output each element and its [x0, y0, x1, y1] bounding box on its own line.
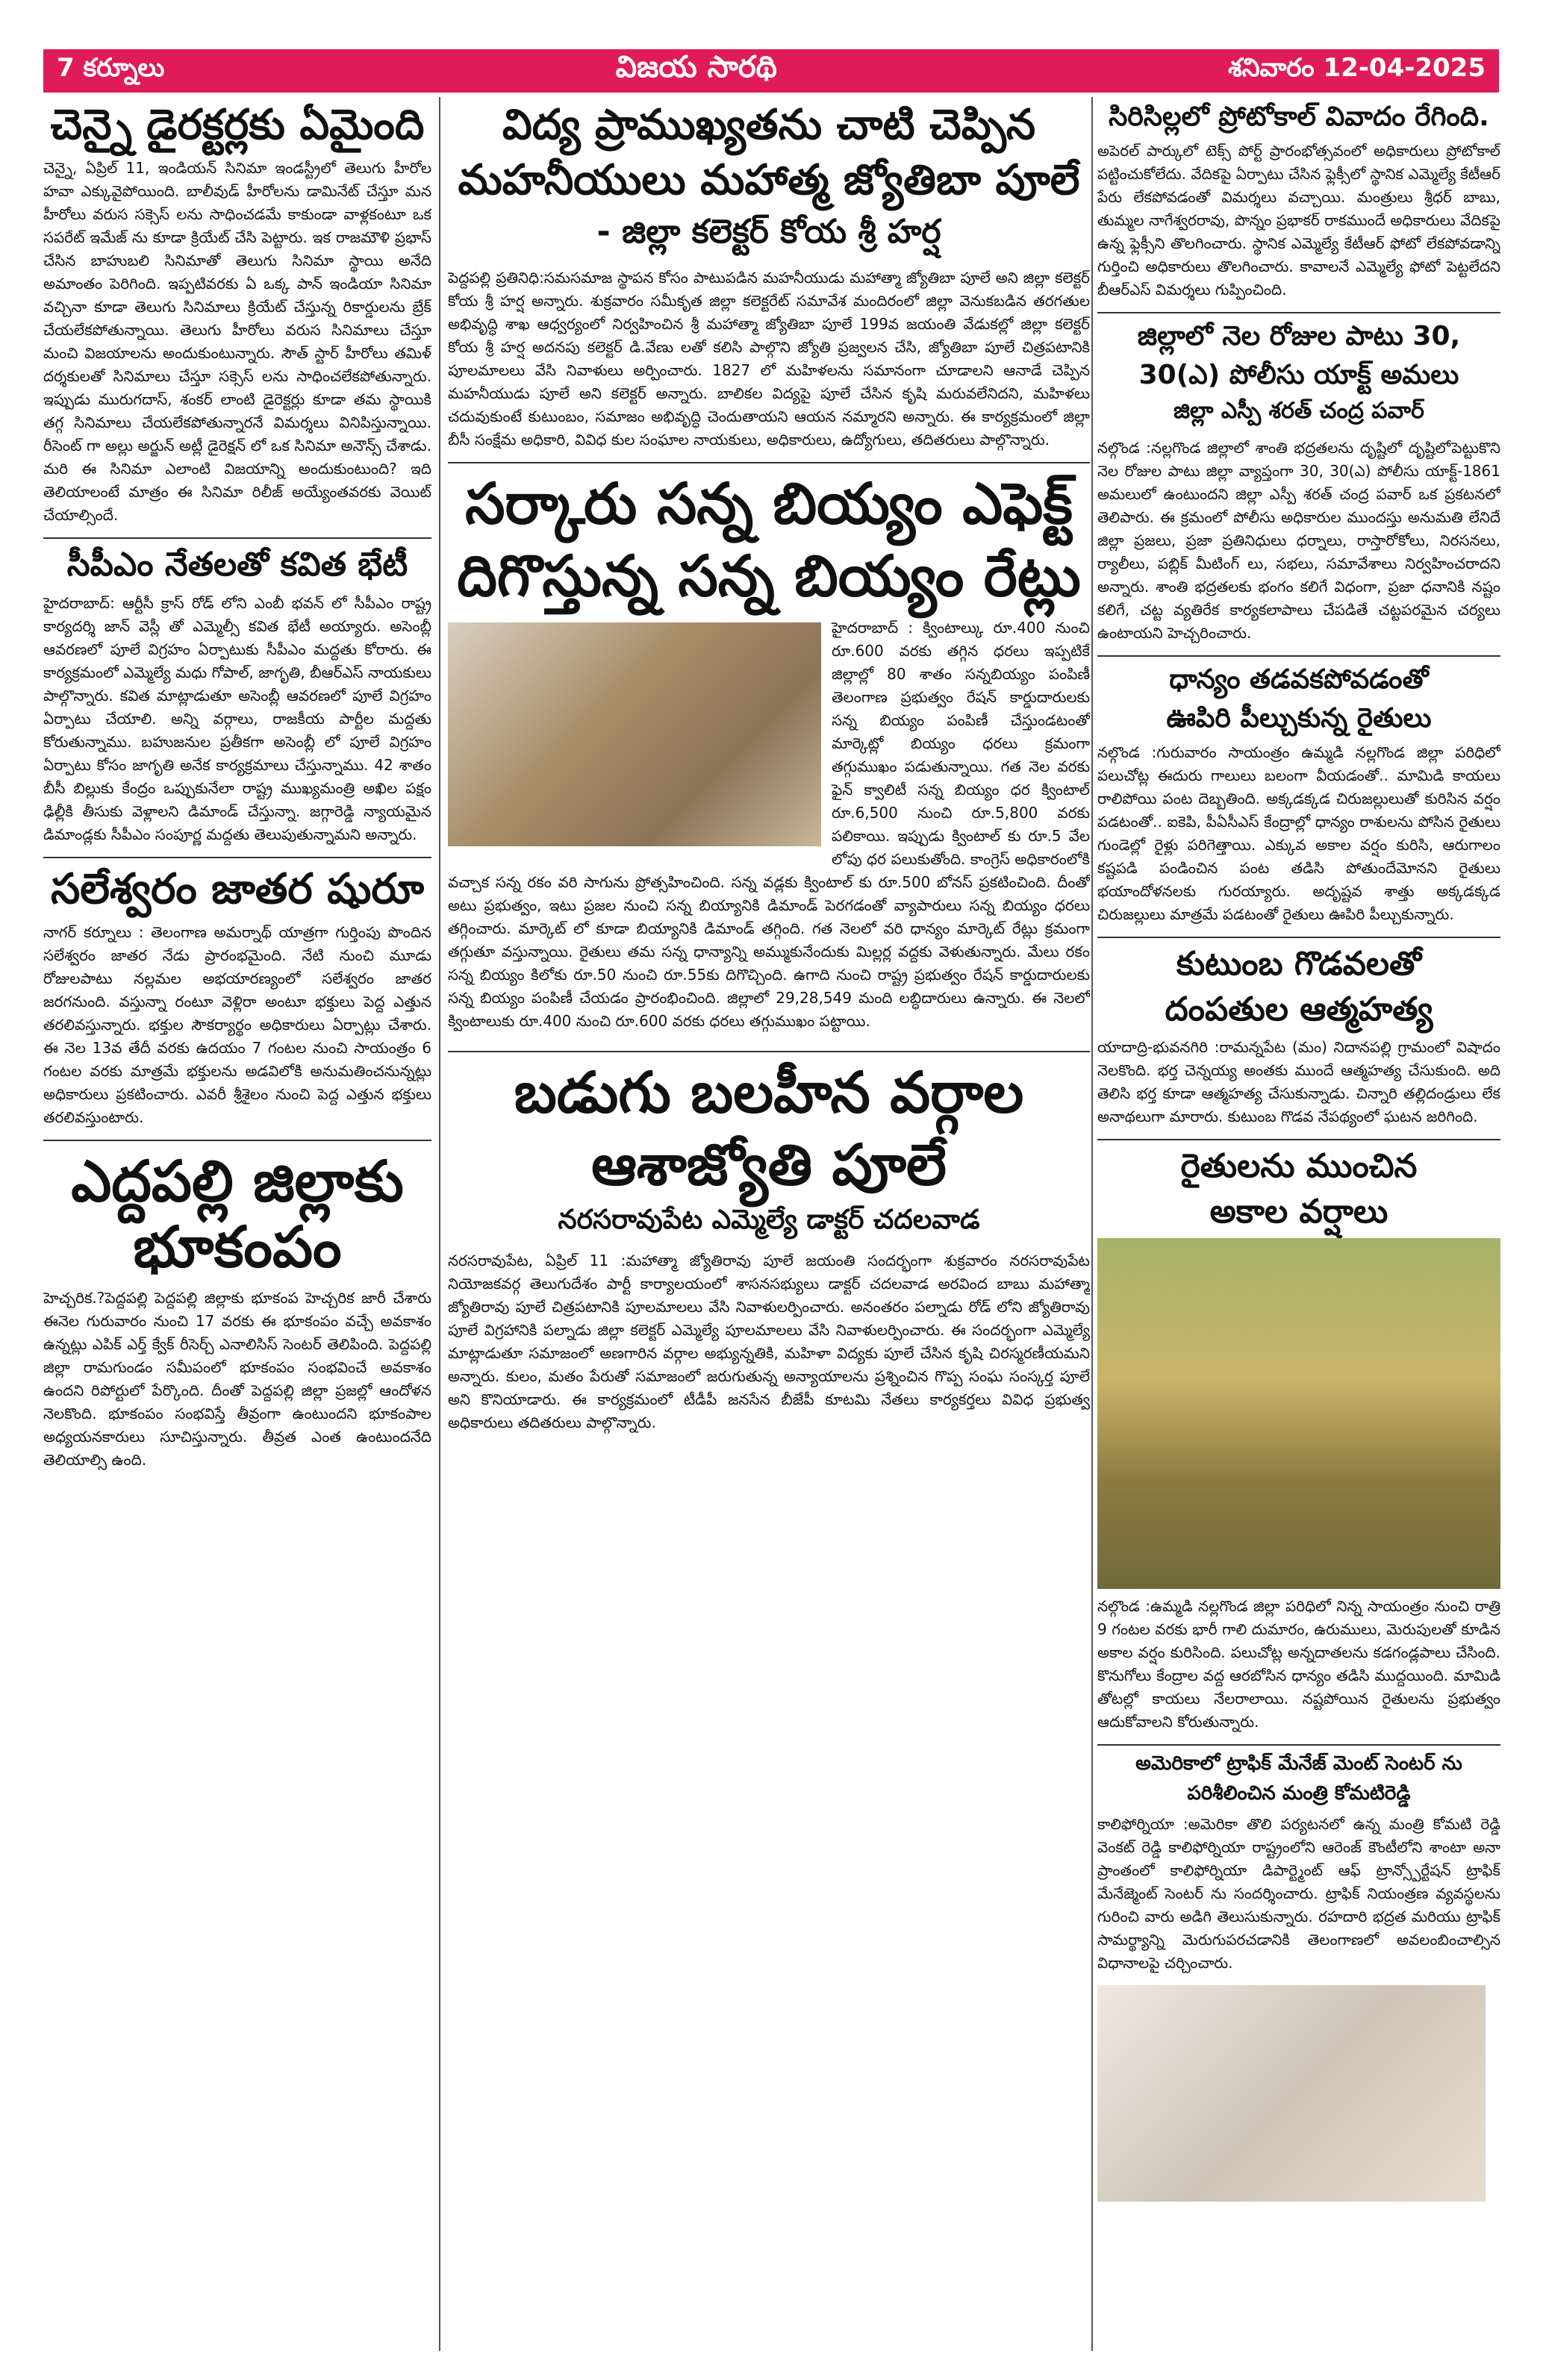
article-byline: జిల్లా ఎస్పీ శరత్ చంద్ర పవార్	[1173, 398, 1424, 425]
article-untimely-rains	[1097, 1148, 1500, 1734]
center-column	[448, 97, 1090, 2351]
article-headline-line2: మహనీయులు మహాత్మ జ్యోతిబా పూలే	[458, 156, 1080, 205]
column-divider	[439, 97, 440, 2351]
article-headline-line1: సర్కారు సన్న బియ్యం ఎఫెక్ట్	[465, 469, 1073, 537]
article-body: నల్గొండ :గురువారం సాయంత్రం ఉమ్మడి నల్లగొండ జిల్లా పరిధిలో పలుచోట్ల ఈదురు గాలులు బలంగా వీయడంతో.. మామిడి కాయలు రాలిపోయి పంట దెబ్బతింది. అక్కడక్కడ చిరుజల్లులుతో కురిసిన వర్షం పడటంతో.. ఐకెపి, పీఏసీఎస్ కేంద్రాల్లో ధాన్యం రాశులను పోసిన రైతులు గుండెల్లో రైళ్లు పరిగెత్తాయి. ఎక్కువ అకాల వర్షం కురిసి, ఆరుగాలం కష్టపడి పండించిన పంట తడిసి పోతుందేమోనని రైతులు భయాందోళనలకు గురయ్యారు. అదృష్టవ శాత్తు అక్కడక్కడ చిరుజల్లులు మాత్రమే పడటంతో రైతులు ఊపిరి పీల్చుకున్నారు.	[1097, 743, 1500, 923]
divider	[1097, 937, 1500, 938]
article-body: కాలిఫోర్నియా :అమెరికా తొలి పర్యటనలో ఉన్న మంత్రి కోమటి రెడ్డి వెంకట్ రెడ్డి కాలిఫోర్నియా రాష్ట్రంలోని ఆరెంజ్ కౌంటీలోని శాంటా అనా ప్రాంతంలో కాలిఫోర్నియా డిపార్ట్మెంట్ ఆఫ్ ట్రాన్స్పోర్టేషన్ ట్రాఫిక్ మేనేజ్మెంట్ సెంటర్ ను సందర్శించారు. ట్రాఫిక్ నియంత్రణ వ్యవస్థలను గురించి వారు అడిగి తెలుసుకున్నారు. రహదారి భద్రత మరియు ట్రాఫిక్ సామర్థ్యాన్ని మెరుగుపరచడానికి తెలంగాణలో అవలంబించాల్సిన విధానాలపై చర్చించారు.	[1097, 1815, 1500, 1973]
article-headline: సీపీఎం నేతలతో కవిత భేటీ	[66, 546, 408, 584]
article-fine-rice	[448, 471, 1090, 1043]
article-body: హెచ్చరిక.?పెద్దపల్లి పెద్దపల్లి జిల్లాకు భూకంప హెచ్చరిక జారీ చేశారు ఈనెల గురువారం నుంచి 17 వరకు ఈ భూకంపం వచ్చే అవకాశం ఉన్నట్లు ఎపిక్ ఎర్త్ క్వేక్ రీసెర్చ్ ఎనాలిసిస్ సెంటర్ తెలిపింది. పెద్దపల్లి జిల్లా రామగుండం సమీపంలో భూకంపం సంభవించే అవకాశం ఉందని రిపోర్టులో పేర్కొంది. దీంతో పెద్దపల్లి జిల్లా ప్రజల్లో ఆందోళన నెలకొంది. భూకంపం సంభవిస్తే తీవ్రంగా ఉంటుందని భూకంపాల అధ్యయనకారులు సూచిస్తున్నారు. తీవ్రత ఎంత ఉంటుందనేది తెలియాల్సి ఉంది.	[43, 1289, 431, 1469]
article-police-act	[1097, 321, 1500, 645]
article-headline-line1: కుటుంబ గొడవలతో	[1176, 944, 1422, 983]
paper-name: విజయ సారథి	[615, 50, 777, 84]
article-headline: సిరిసిల్లలో ప్రోటోకాల్ వివాదం రేగింది.	[1109, 101, 1489, 132]
article-headline-line1: బడుగు బలహీన వర్గాల	[514, 1058, 1024, 1125]
page-label: 7 కర్నూలు	[57, 53, 165, 83]
article-headline-line2: అకాల వర్షాలు	[1209, 1192, 1388, 1231]
article-headline: చెన్నై డైరక్టర్లకు ఏమైంది	[50, 101, 425, 149]
article-headline-line1: ధాన్యం తడవకపోవడంతో	[1169, 664, 1429, 696]
article-headline-line2: దంపతుల ఆత్మహత్య	[1165, 990, 1433, 1028]
left-column	[43, 97, 431, 2351]
article-body: నాగర్ కర్నూలు : తెలంగాణ అమర్నాథ్ యాత్రగా గుర్తింపు పొందిన సలేశ్వరం జాతర నేడు ప్రారంభమైంది. నేటి నుంచి మూడు రోజులపాటు నల్లమల అభయారణ్యంలో సలేశ్వరం జాతర జరగనుంది. వస్తున్నా రంటూ వెళ్లిరా అంటూ భక్తులు పెద్ద ఎత్తున తరలివస్తున్నారు. భక్తుల సౌకర్యార్థం అధికారులు ఏర్పాట్లు చేశారు. ఈ నెల 13వ తేదీ వరకు ఉదయం 7 గంటల నుంచి సాయంత్రం 6 గంటల వరకు మాత్రమే భక్తులను అడవిలోకి అనుమతించనున్నట్లు అధికారులు ప్రకటించారు. ఎవరీ శ్రీశైలం నుంచి పెద్ద ఎత్తున భక్తులు తరలివస్తుంటారు.	[43, 923, 431, 1127]
article-earthquake	[43, 1149, 431, 1472]
article-body: నల్గొండ :నల్లగొండ జిల్లాలో శాంతి భద్రతలను దృష్టిలో దృష్టిలోపెట్టుకొని నెల రోజుల పాటు జిల్లా వ్యాప్తంగా 30, 30(ఎ) పోలీసు యాక్ట్-1861 అమలులో ఉంటుందని జిల్లా ఎస్పీ శరత్ చంద్ర పవార్ ఒక ప్రకటనలో తెలిపారు. ఈ క్రమంలో పోలీసు అధికారుల ముందస్తు అనుమతి లేనిదే జిల్లా ప్రజలు, ప్రజా ప్రతినిధులు ధర్నాలు, రాస్తారోకోలు, నిరసనలు, ర్యాలీలు, పబ్లిక్ మీటింగ్ లు, సభలు, సమావేశాలు నిర్వహించరాదని అన్నారు. శాంతి భద్రతలకు భంగం కలిగే విధంగా, ప్రజా ధనానికి నష్టం కలిగే, చట్ట వ్యతిరేక కార్యకలాపాలు చేపడితే చట్టపరమైన చర్యలు ఉంటాయని హెచ్చరించారు.	[1097, 439, 1500, 643]
divider	[1097, 655, 1500, 657]
article-body: హైదరాబాద్ : క్వింటాల్కు రూ.400 నుంచి రూ.600 వరకు తగ్గిన ధరలు ఇప్పటికే జిల్లాల్లో 80 శాతం సన్నబియ్యం పంపిణీ తెలంగాణ ప్రభుత్వం రేషన్ కార్డుదారులకు సన్న బియ్యం పంపిణీ చేస్తుండటంతో మార్కెట్లో బియ్యం ధరలు క్రమంగా తగ్గుముఖం పడుతున్నాయి. గత నెల వరకు ఫైన్ క్వాలిటీ సన్న బియ్యం ధర క్వింటాల్ రూ.6,500 నుంచి రూ.5,800 వరకు పలికాయి. ఇప్పుడు క్వింటాల్ కు రూ.5 వేల లోపు ధర పలుకుతోంది. కాంగ్రెస్ అధికారంలోకి వచ్చాక సన్న రకం వరి సాగును ప్రోత్సహించింది. సన్న వడ్లకు క్వింటాల్ కు రూ.500 బోనస్ ప్రకటించింది. దీంతో అటు ప్రభుత్వం, ఇటు ప్రజల నుంచి సన్న బియ్యానికి డిమాండ్ పెరగడంతో వ్యాపారులు సన్న బియ్యం ధరలు తగ్గించారు. మార్కెట్ లో కూడా బియ్యానికి డిమాండ్ తగ్గింది. గత నెలలో వరి ధాన్యం మార్కెట్ రేట్లు క్రమంగా తగ్గుతూ వస్తున్నాయి. రైతులు తమ సన్న ధాన్యాన్ని అమ్ముకునేందుకు మిల్లర్ల వద్దకు వెళుతున్నారు. మేలు రకం సన్న బియ్యం కిలోకు రూ.50 నుంచి రూ.55కు దిగొచ్చింది. ఉగాది నుంచి రాష్ట్ర ప్రభుత్వం రేషన్ కార్డుదారులకు సన్న బియ్యం పంపిణీ చేయడం ప్రారంభించింది. జిల్లాలో 29,28,549 మంది లబ్ధిదారులు ఉన్నారు. ఈ నెలలో క్వింటాలుకు రూ.400 నుంచి రూ.600 వరకు ధరలు తగ్గుముఖం పట్టాయి.	[448, 618, 1090, 1030]
article-body: నల్గొండ :ఉమ్మడి నల్లగొండ జిల్లా పరిధిలో నిన్న సాయంత్రం నుంచి రాత్రి 9 గంటల వరకు భారీ గాలి దుమారం, ఉరుములు, మెరుపులతో కూడిన అకాల వర్షం కురిసింది. పలుచోట్ల అన్నదాతలను కడగండ్లపాలు చేసింది. కొనుగోలు కేంద్రాల వద్ద ఆరబోసిన ధాన్యం తడిసి ముద్దయింది. మామిడి తోటల్లో కాయలు నేలరాలాయి. నష్టపోయిన రైతులను ప్రభుత్వం ఆదుకోవాలని కోరుతున్నారు.	[1097, 1597, 1500, 1731]
article-body: నరసరావుపేట, ఏప్రిల్ 11 :మహాత్మా జ్యోతిరావు పూలే జయంతి సందర్భంగా శుక్రవారం నరసరావుపేట నియోజకవర్గ తెలుగుదేశం పార్టీ కార్యాలయంలో శాసనసభ్యులు డాక్టర్ చదలవాడ అరవింద బాబు మహాత్మా జ్యోతిరావు పూలే చిత్రపటానికి పూలమాలలు వేసి నివాళులర్పించారు. అనంతరం పల్నాడు రోడ్ లోని జ్యోతిరావు పూలే విగ్రహానికి పల్నాడు జిల్లా కలెక్టర్ ఎమ్మెల్యే పూలమాలలు వేసి నివాళులర్పించారు. ఈ సందర్భంగా ఎమ్మెల్యే మాట్లాడుతూ సమాజంలో అణగారిన వర్గాల అభ్యున్నతికి, మహిళా విద్యకు పూలే చేసిన కృషి చిరస్మరణీయమని అన్నారు. కులం, మతం పేరుతో సమాజంలో జరుగుతున్న అన్యాయాలను ప్రశ్నించిన గొప్ప సంఘ సంస్కర్త పూలే అని కొనియాడారు. ఈ కార్యక్రమంలో టీడీపీ జనసేన బీజేపీ కూటమి నేతలు కార్యకర్తలు వివిధ ప్రభుత్వ అధికారులు తదితరులు పాల్గొన్నారు.	[448, 1252, 1090, 1432]
article-headline-line2: దిగొస్తున్న సన్న బియ్యం రేట్లు	[457, 543, 1081, 610]
divider	[448, 1051, 1090, 1052]
article-phule-collector	[448, 101, 1090, 452]
article-body: పెద్దపల్లి ప్రతినిధి:సమసమాజ స్థాపన కోసం పాటుపడిన మహనీయుడు మహాత్మా జ్యోతిబా పూలే అని జిల్లా కలెక్టర్ కోయ శ్రీ హర్ష అన్నారు. శుక్రవారం సమీకృత జిల్లా కలెక్టరేట్ సమావేశ మందిరంలో జిల్లా వెనుకబడిన తరగతుల అభివృద్ధి శాఖ ఆధ్వర్యంలో నిర్వహించిన శ్రీ మహాత్మా జ్యోతిబా పూలే 199వ జయంతి వేడుకల్లో జిల్లా కలెక్టర్ కోయ శ్రీ హర్ష అదనపు కలెక్టర్ డి.వేణు లతో కలిసి పాల్గొని జ్యోతి ప్రజ్వలన చేసి, జ్యోతిబా పూలే చిత్రపటానికి పూలమాలలు వేసి నివాళులు అర్పించారు. 1827 లో మహిళలను సమానంగా చూడాలని ఆనాడే చెప్పిన మహనీయుడు పూలే అని కలెక్టర్ అన్నారు. బాలికల విద్యపై పూలే చేసిన కృషి మరువలేనిదని, మహిళలు చదువుకుంటే కుటుంబం, సమాజం అభివృద్ధి చెందుతాయని ఆయన నమ్మారని అన్నారు. ఈ కార్యక్రమంలో జిల్లా బీసీ సంక్షేమ అధికారి, వివిధ కుల సంఘాల నాయకులు, అధికారులు, ఉద్యోగులు, తదితరులు పాల్గొన్నారు.	[448, 268, 1090, 449]
article-headline-line2: ఊపిరి పీల్చుకున్న రైతులు	[1166, 702, 1432, 734]
article-grain-farmers	[1097, 664, 1500, 926]
article-body: అపెరల్ పార్కులో టెక్స్ పోర్ట్ ప్రారంభోత్సవంలో అధికారులు ప్రోటోకాల్ పట్టించుకోలేదు. వేదికపై ఏర్పాటు చేసిన ఫ్లెక్సీలో స్థానిక ఎమ్మెల్యే కేటీఆర్ పేరు లేకపోవడంతో విమర్శలు వచ్చాయి. మంత్రులు శ్రీధర్ బాబు, తుమ్మల నాగేశ్వరరావు, పొన్నం ప్రభాకర్ రాకముందే అధికారులు వేదికపై ఉన్న ఫ్లెక్సీని తొలగించారు. స్థానిక ఎమ్మెల్యే కేటీఆర్ ఫోటో లేకపోవడాన్ని గుర్తించి అధికారులు తొలగించారు. కావాలనే ఎమ్మెల్యే ఫోటో పెట్టలేదని బీఆర్ఎస్ విమర్శలు గుప్పించింది.	[1097, 142, 1500, 299]
article-saleshwaram	[43, 866, 431, 1129]
divider	[43, 1140, 431, 1141]
article-body: హైదరాబాద్: ఆర్టీసీ క్రాస్ రోడ్ లోని ఎంబీ భవన్ లో సీపీఎం రాష్ట్ర కార్యదర్శి జాన్ వెస్లీ తో ఎమ్మెల్సీ కవిత భేటీ అయ్యారు. అసెంబ్లీ ఆవరణలో పూలే విగ్రహం ఏర్పాటుకు సీపీఎం మద్దతు కోరారు. ఈ కార్యక్రమంలో ఎమ్మెల్యే మధు గోపాల్, జాగృతి, బీఆర్ఎస్ నాయకులు పాల్గొన్నారు. కవిత మాట్లాడుతూ అసెంబ్లీ ఆవరణలో పూలే విగ్రహం ఏర్పాటు చేయాలి. అన్ని వర్గాలు, రాజకీయ పార్టీల మద్దతు కోరుతున్నాము. బహుజనుల ప్రతీకగా అసెంబ్లీ లో పూలే విగ్రహం ఏర్పాటు కోసం జాగృతి అనేక కార్యక్రమాలు చేస్తున్నాము. 42 శాతం బీసీ బిల్లుకు కేంద్రం ఒప్పుకునేలా రాష్ట్ర ముఖ్యమంత్రి అఖిల పక్షం ఢిల్లీకి తీసుకు వెళ్లాలని డిమాండ్ చేస్తున్నా. జగ్గారెడ్డి న్యాయమైన డిమాండ్లకు సీపీఎం సంపూర్ణ మద్దతు తెలుపుతున్నామని అన్నారు.	[43, 593, 431, 843]
minister-photo	[1097, 1985, 1486, 2202]
divider	[1097, 1744, 1500, 1746]
divider	[1097, 312, 1500, 313]
masthead	[43, 49, 1499, 93]
article-phule-mla	[448, 1060, 1090, 1435]
article-body: యాదాద్రి-భువనగిరి :రామన్నపేట (మం) నిదానపల్లి గ్రామంలో విషాదం నెలకొంది. భర్త చెన్నయ్య అంతకు ముందే ఆత్మహత్య చేసుకుంది. అది తెలిసి భర్త కూడా ఆత్మహత్య చేసుకున్నాడు. చిన్నారి తల్లిదండ్రులు లేక అనాథలుగా మారారు. కుటుంబ గొడవ నేపథ్యంలో ఘటన జరిగింది.	[1097, 1038, 1500, 1126]
right-column	[1097, 97, 1500, 2351]
article-byline: - జిల్లా కలెక్టర్ కోయ శ్రీ హర్ష	[596, 212, 941, 251]
article-headline-line2: 30(ఎ) పోలీసు యాక్ట్ అమలు	[1138, 359, 1459, 390]
rice-sacks-photo	[448, 622, 821, 846]
article-headline: సలేశ్వరం జాతర షురూ	[51, 864, 424, 913]
article-headline-line1: విద్య ప్రాముఖ్యతను చాటి చెప్పిన	[502, 101, 1036, 149]
divider	[43, 857, 431, 858]
issue-date: శనివారం 12-04-2025	[1228, 53, 1486, 83]
article-chennai-directors	[43, 101, 431, 527]
article-headline-line2: ఆశాజ్యోతి పూలే	[591, 1131, 947, 1198]
article-kavitha-cpm	[43, 546, 431, 846]
column-divider	[1091, 97, 1093, 2351]
article-headline-line1: జిల్లాలో నెల రోజుల పాటు 30,	[1137, 321, 1461, 352]
article-body: చెన్నై, ఏప్రిల్ 11, ఇండియన్ సినిమా ఇండస్ట్రీలో తెలుగు హీరోల హవా ఎక్కువైపోయింది. బాలీవుడ్ హీరోలను డామినేట్ చేస్తూ మన హీరోలు వరుస సక్సెస్ లను సాధించడమే కాకుండా వాళ్లకంటూ ఒక సపరేట్ ఇమేజ్ ను కూడా క్రియేట్ చేసి పెట్టారు. ఇక రాజమౌళి ప్రభాస్ చేసిన బాహుబలి సినిమాతో తెలుగు సినిమా స్థాయి అనేది అమాంతం పెరిగింది. ఇప్పటివరకు ఏ ఒక్క పాన్ ఇండియా సినిమా వచ్చినా కూడా తెలుగు సినిమాలు క్రియేట్ చేస్తున్న రికార్డులను బ్రేక్ చేయలేకపోతున్నాయి. తెలుగు హీరోలు వరుస సినిమాలు చేస్తూ మంచి విజయాలను అందుకుంటున్నారు. సౌత్ స్టార్ హీరోలు తమిళ్ దర్శకులతో సినిమాలు చేస్తూ సక్సెస్ లను సాధించలేకపోతున్నారు. ఇప్పుడు మురుగదాస్, శంకర్ లాంటి డైరెక్టర్లు కూడా తమ స్థాయికి తగ్గ సినిమాలు చేయలేకపోతున్నారనే విమర్శలు వినిపిస్తున్నాయి. రీసెంట్ గా అల్లు అర్జున్ అట్లీ డైరెక్షన్ లో ఒక సినిమా అనౌన్స్ చేశాడు. మరి ఈ సినిమా ఎలాంటి విజయాన్ని అందుకుంటుంది? ఇది తెలియాలంటే మాత్రం ఈ సినిమా రిలీజ్ అయ్యేంతవరకు వెయిట్ చేయాల్సిందే.	[43, 159, 431, 525]
article-byline: నరసరావుపేట ఎమ్మెల్యే డాక్టర్ చదలవాడ	[558, 1205, 980, 1236]
farmer-paddy-photo	[1097, 1238, 1500, 1589]
article-minister-america	[1097, 1753, 1500, 2202]
divider	[448, 462, 1090, 463]
article-headline-line2: పరిశీలించిన మంత్రి కోమటిరెడ్డి	[1187, 1782, 1411, 1805]
article-sircilla-protocol	[1097, 101, 1500, 302]
divider	[43, 537, 431, 539]
article-couple-suicide	[1097, 946, 1500, 1128]
article-headline-line1: రైతులను ముంచిన	[1180, 1147, 1418, 1186]
divider	[1097, 1139, 1500, 1140]
article-headline: ఎద్దపల్లి జిల్లాకు భూకంపం	[71, 1148, 404, 1280]
article-headline-line1: అమెరికాలో ట్రాఫిక్ మేనేజ్ మెంట్ సెంటర్ ను	[1135, 1752, 1462, 1775]
